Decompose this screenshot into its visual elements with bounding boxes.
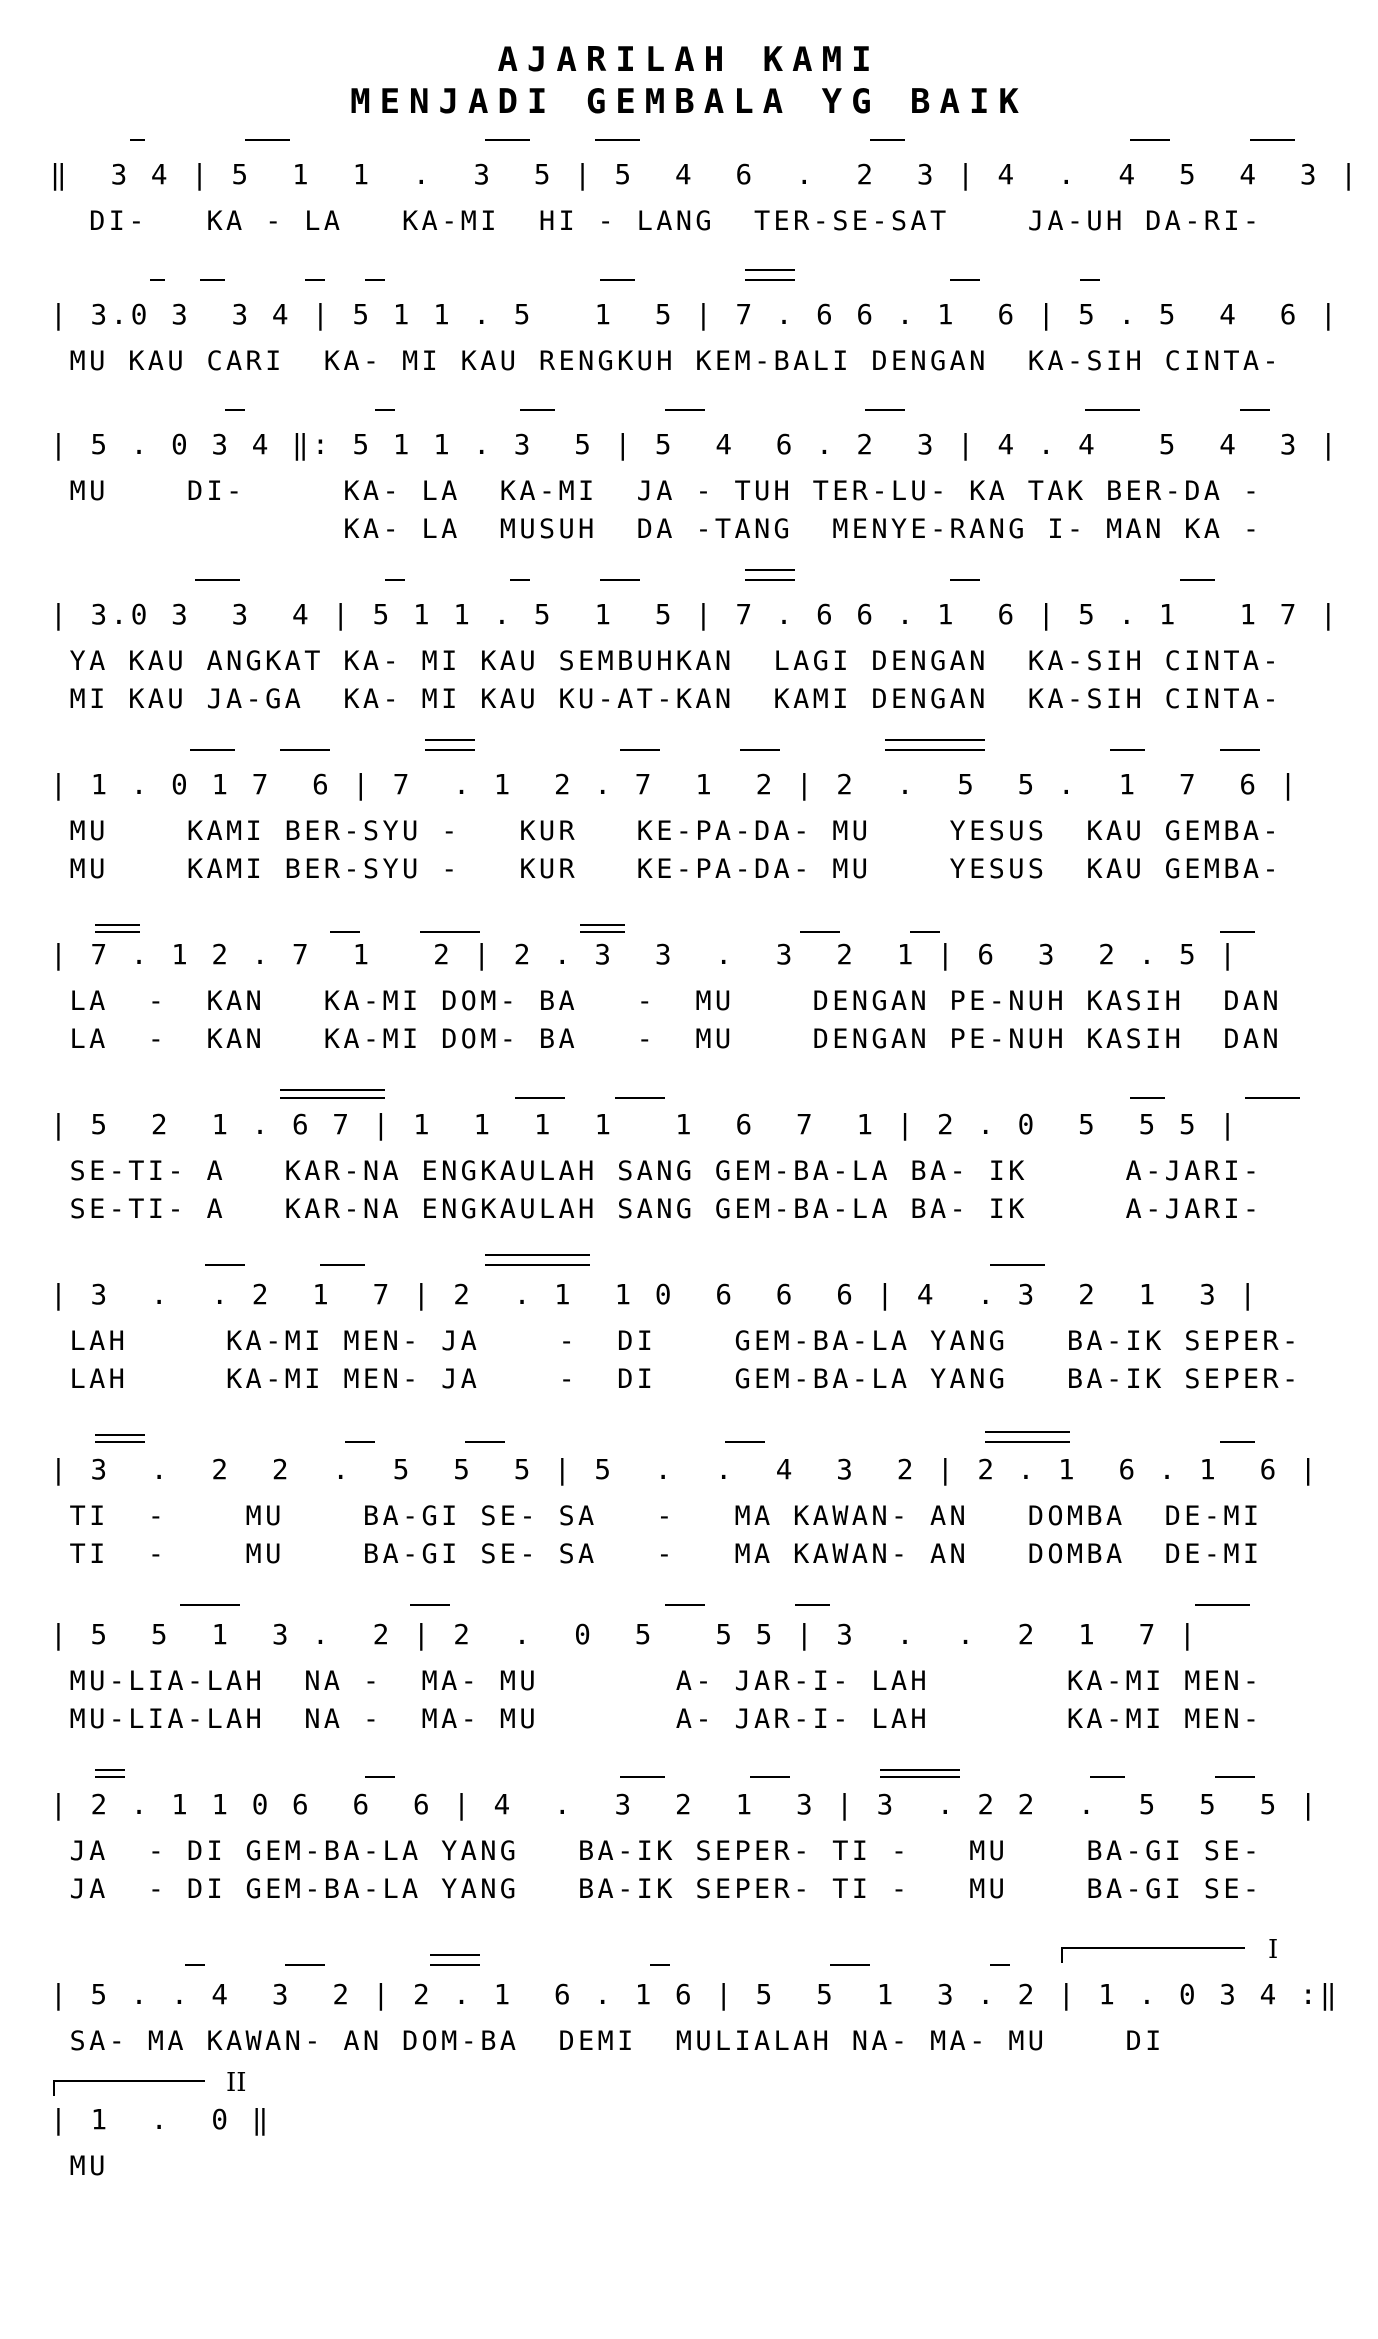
lyric-line: LA - KAN KA-MI DOM- BA - MU DENGAN PE-NUH KASIH DAN — [50, 986, 1282, 1017]
notation-line: | 5 . . 4 3 2 | 2 . 1 6 . 1 6 | 5 5 1 3 . 2 | 1 . 0 3 4 :‖ — [50, 1978, 1341, 2011]
lyric-line: TI - MU BA-GI SE- SA - MA KAWAN- AN DOMBA DE-MI — [50, 1539, 1263, 1570]
notation-line: | 1 . 0 1 7 6 | 7 . 1 2 . 7 1 2 | 2 . 5 5 . 1 7 6 | — [50, 768, 1300, 801]
notation-line: | 5 2 1 . 6 7 | 1 1 1 1 1 6 7 1 | 2 . 0 5 5 5 | — [50, 1108, 1240, 1141]
lyric-line: SE-TI- A KAR-NA ENGKAULAH SANG GEM-BA-LA BA- IK A-JARI- — [50, 1194, 1263, 1225]
lyric-line: JA - DI GEM-BA-LA YANG BA-IK SEPER- TI - MU BA-GI SE- — [50, 1836, 1263, 1867]
notation-line: | 3 . 2 2 . 5 5 5 | 5 . . 4 3 2 | 2 . 1 6 . 1 6 | — [50, 1453, 1320, 1486]
song-title-line-2: MENJADI GEMBALA YG BAIK — [350, 82, 1028, 122]
volta-1-bracket — [1062, 1935, 1278, 1965]
notation-line: | 3.0 3 3 4 | 5 1 1 . 5 1 5 | 7 . 6 6 . 1 6 | 5 . 1 1 7 | — [50, 598, 1341, 631]
lyric-line: SE-TI- A KAR-NA ENGKAULAH SANG GEM-BA-LA BA- IK A-JARI- — [50, 1156, 1263, 1187]
lyric-line: MU KAU CARI KA- MI KAU RENGKUH KEM-BALI DENGAN KA-SIH CINTA- — [50, 346, 1282, 377]
notation-line: | 7 . 1 2 . 7 1 2 | 2 . 3 3 . 3 2 1 | 6 3 2 . 5 | — [50, 938, 1240, 971]
notation-line: | 3 . . 2 1 7 | 2 . 1 1 0 6 6 6 | 4 . 3 2 1 3 | — [50, 1278, 1260, 1311]
lyric-line: LAH KA-MI MEN- JA - DI GEM-BA-LA YANG BA-IK SEPER- — [50, 1326, 1302, 1357]
lyric-line: DI- KA - LA KA-MI HI - LANG TER-SE-SAT JA-UH DA-RI- — [50, 206, 1263, 237]
lyric-line: MU — [50, 2151, 109, 2182]
notation-line: ‖ 3 4 | 5 1 1 . 3 5 | 5 4 6 . 2 3 | 4 . 4 5 4 3 | — [50, 158, 1361, 191]
lyric-line: KA- LA MUSUH DA -TANG MENYE-RANG I- MAN KA - — [50, 514, 1263, 545]
notation-line: | 5 5 1 3 . 2 | 2 . 0 5 5 5 | 3 . . 2 1 7 | — [50, 1618, 1199, 1651]
lyric-line: MU-LIA-LAH NA - MA- MU A- JAR-I- LAH KA-MI MEN- — [50, 1666, 1263, 1697]
volta-1-label: I — [1268, 1935, 1279, 1965]
notation-line: | 5 . 0 3 4 ‖: 5 1 1 . 3 5 | 5 4 6 . 2 3 | 4 . 4 5 4 3 | — [50, 428, 1341, 461]
lyric-line: LAH KA-MI MEN- JA - DI GEM-BA-LA YANG BA-IK SEPER- — [50, 1364, 1302, 1395]
volta-2-label: II — [226, 2068, 247, 2098]
lyric-line: LA - KAN KA-MI DOM- BA - MU DENGAN PE-NUH KASIH DAN — [50, 1024, 1282, 1055]
notation-line: | 2 . 1 1 0 6 6 6 | 4 . 3 2 1 3 | 3 . 2 2 . 5 5 5 | — [50, 1788, 1320, 1821]
lyric-line: MU KAMI BER-SYU - KUR KE-PA-DA- MU YESUS KAU GEMBA- — [50, 854, 1282, 885]
lyric-line: MU-LIA-LAH NA - MA- MU A- JAR-I- LAH KA-MI MEN- — [50, 1704, 1263, 1735]
lyric-line: TI - MU BA-GI SE- SA - MA KAWAN- AN DOMBA DE-MI — [50, 1501, 1263, 1532]
song-title-line-1: AJARILAH KAMI — [497, 40, 881, 80]
notation-line: | 3.0 3 3 4 | 5 1 1 . 5 1 5 | 7 . 6 6 . 1 6 | 5 . 5 4 6 | — [50, 298, 1341, 331]
volta-2-bracket — [54, 2068, 247, 2098]
lyric-line: MU KAMI BER-SYU - KUR KE-PA-DA- MU YESUS KAU GEMBA- — [50, 816, 1282, 847]
lyric-line: JA - DI GEM-BA-LA YANG BA-IK SEPER- TI - MU BA-GI SE- — [50, 1874, 1263, 1905]
lyric-line: YA KAU ANGKAT KA- MI KAU SEMBUHKAN LAGI DENGAN KA-SIH CINTA- — [50, 646, 1282, 677]
lyric-line: SA- MA KAWAN- AN DOM-BA DEMI MULIALAH NA- MA- MU DI — [50, 2026, 1165, 2057]
notation-line: | 1 . 0 ‖ — [50, 2103, 272, 2136]
lyric-line: MU DI- KA- LA KA-MI JA - TUH TER-LU- KA TAK BER-DA - — [50, 476, 1263, 507]
lyric-line: MI KAU JA-GA KA- MI KAU KU-AT-KAN KAMI DENGAN KA-SIH CINTA- — [50, 684, 1282, 715]
